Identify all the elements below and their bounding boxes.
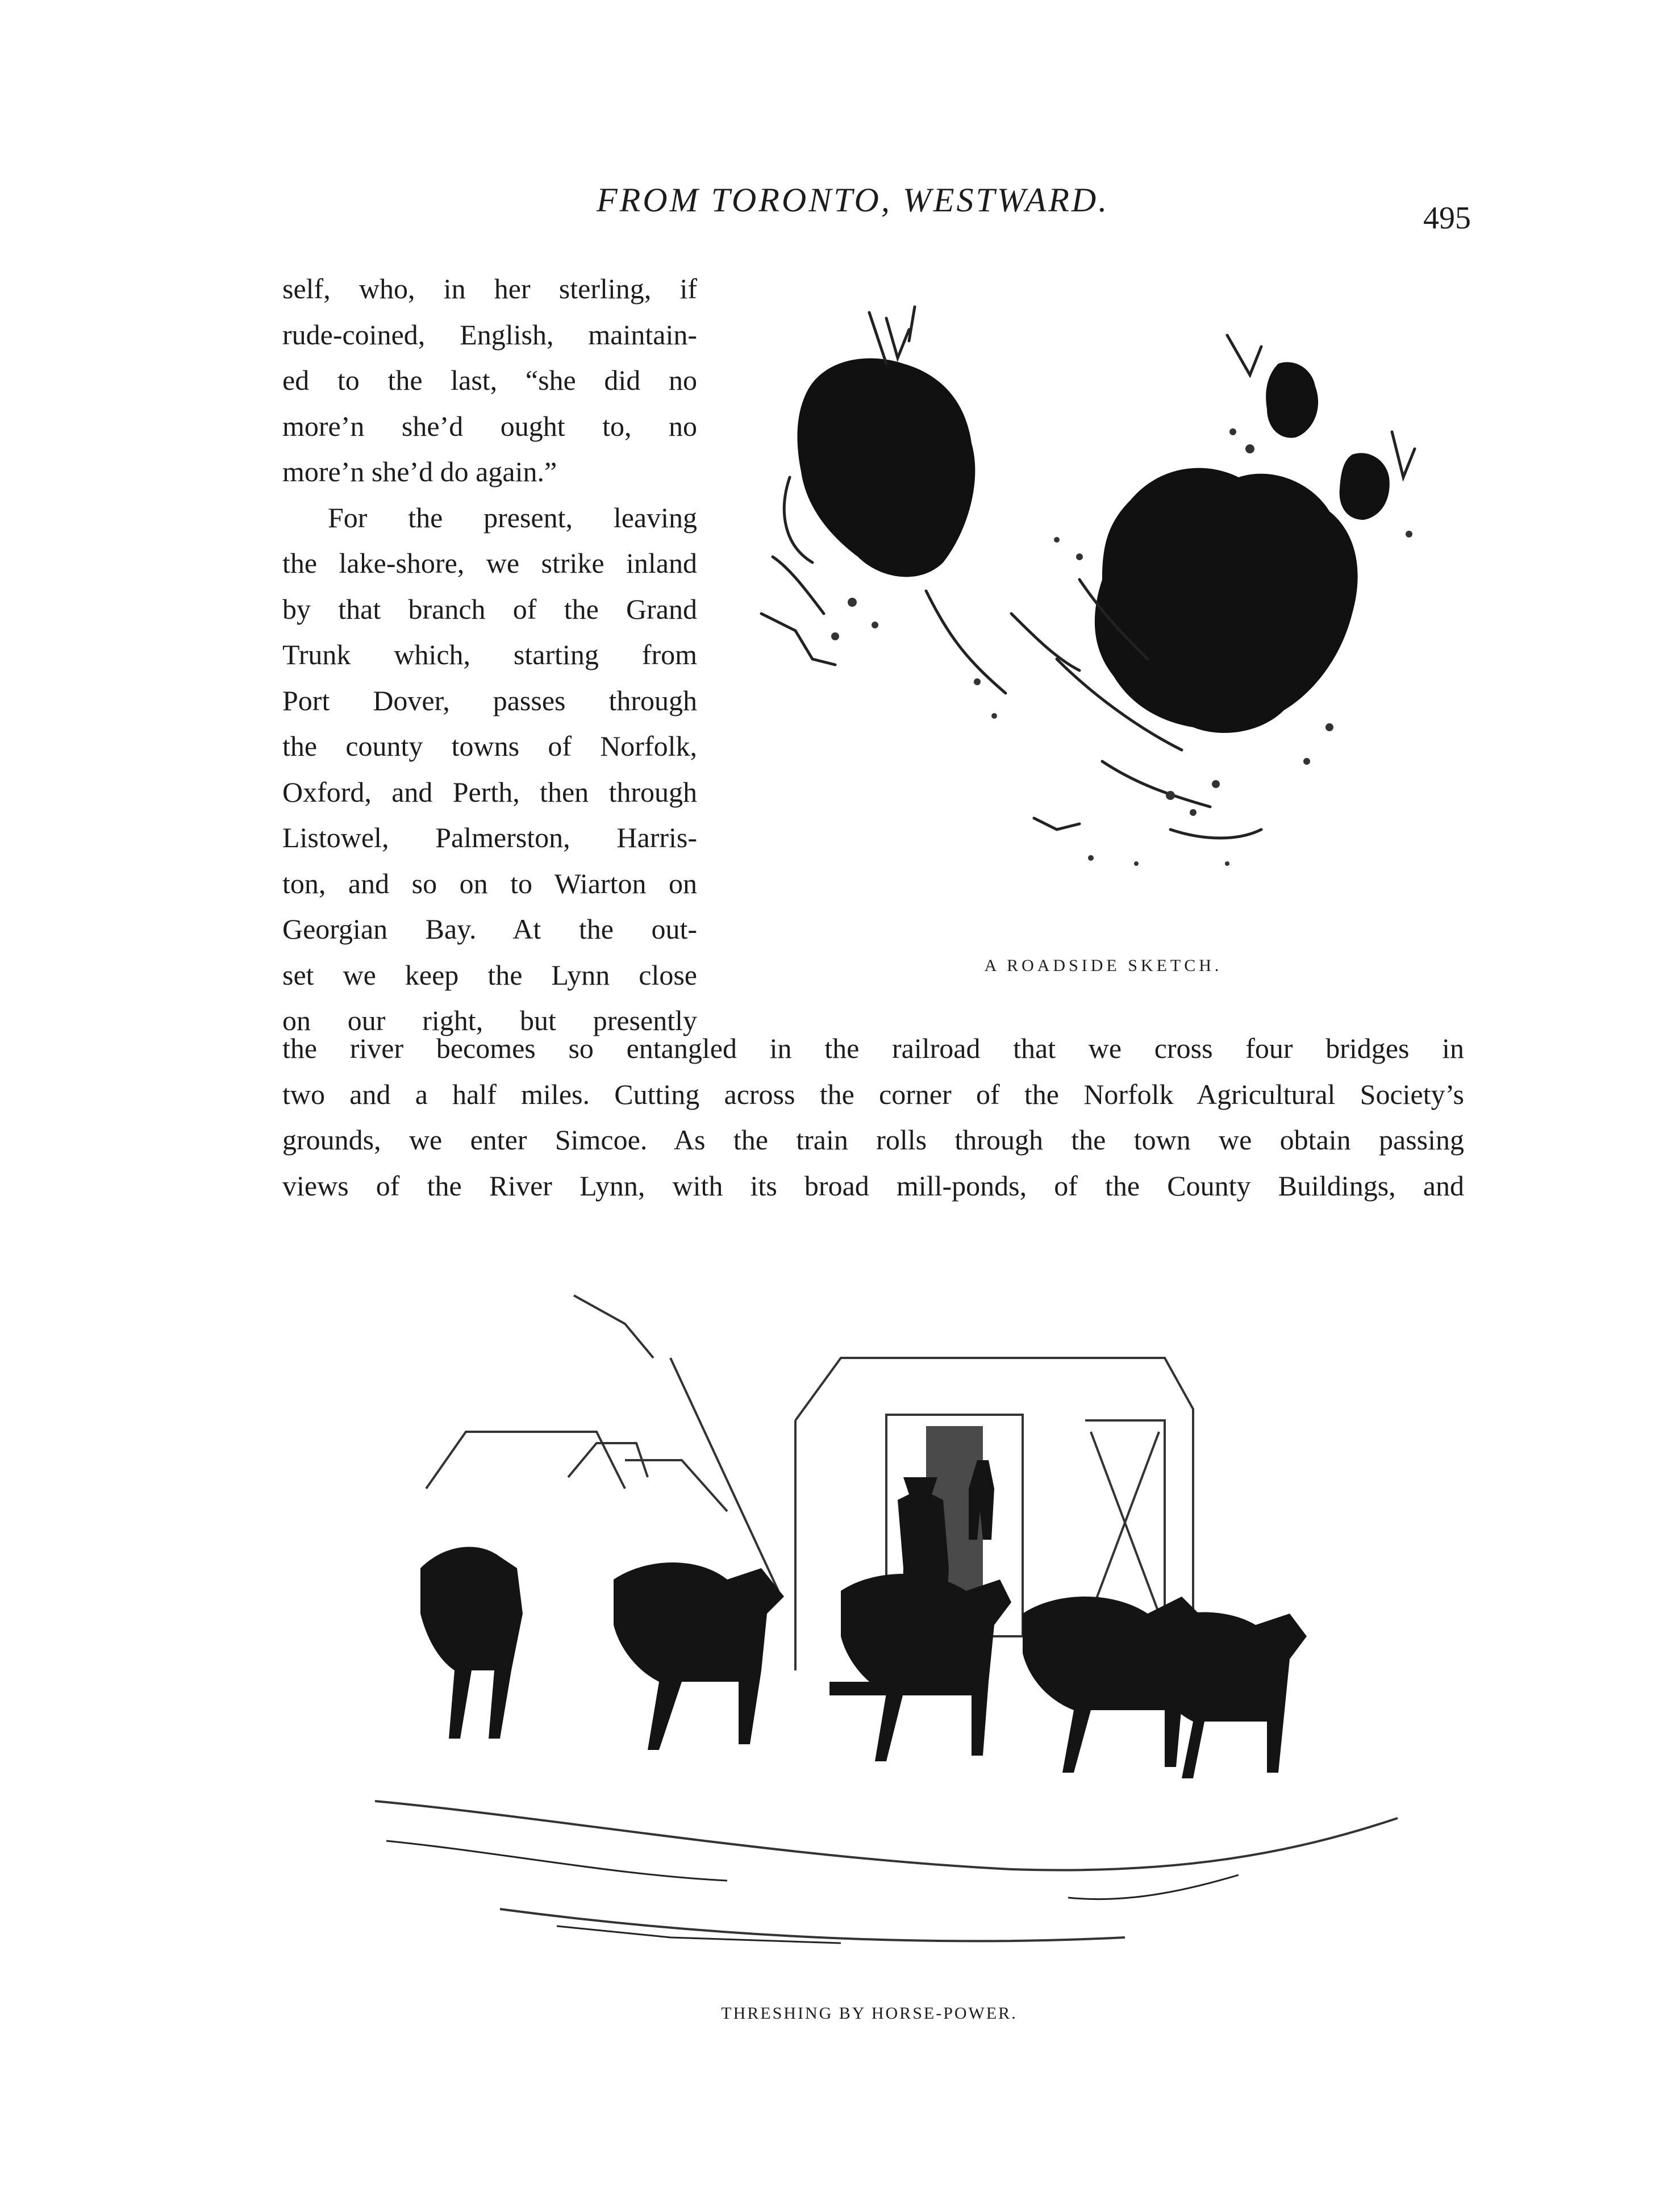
text-line: views of the River Lynn, with its broad mill-ponds, of the County Buildings, and <box>282 1169 1464 1202</box>
text-line: more’n she’d do again.” <box>282 456 557 487</box>
text-line: more’n she’d ought to, no <box>282 410 697 442</box>
text-line: two and a half miles. Cutting across the corner of the Norfolk Agricultural Society’s <box>282 1078 1464 1110</box>
text-line: the river becomes so entangled in the railroad that we cross four bridges in <box>282 1032 1464 1064</box>
sketch-caption: A ROADSIDE SKETCH. <box>984 956 1223 975</box>
full-width-text <box>282 1026 1464 1208</box>
roadside-sketch-illustration <box>739 295 1466 960</box>
threshing-illustration <box>330 1273 1443 1977</box>
text-line: Oxford, and Perth, then through <box>282 776 697 808</box>
text-line: the lake-shore, we strike inland <box>282 547 697 579</box>
narrow-column-text <box>282 266 697 1044</box>
text-line: For the present, leaving <box>328 501 697 534</box>
text-line: self, who, in her sterling, if <box>282 273 697 305</box>
page-number: 495 <box>1423 201 1471 236</box>
text-line: rude-coined, English, maintain- <box>282 318 697 351</box>
text-line: grounds, we enter Simcoe. As the train rolls through the town we obtain passing <box>282 1124 1464 1156</box>
running-head: FROM TORONTO, WESTWARD. <box>597 181 1110 219</box>
text-line: Port Dover, passes through <box>282 684 697 716</box>
text-line: on our right, but presently <box>282 1005 697 1036</box>
text-line: Georgian Bay. At the out- <box>282 913 697 945</box>
text-line: Trunk which, starting from <box>282 639 697 670</box>
text-line: by that branch of the Grand <box>282 593 697 625</box>
text-line: ed to the last, “she did no <box>282 364 697 396</box>
text-line: Listowel, Palmerston, Harris- <box>282 822 697 853</box>
text-line: the county towns of Norfolk, <box>282 730 697 762</box>
text-line: ton, and so on to Wiarton on <box>282 867 697 899</box>
threshing-caption: THRESHING BY HORSE-POWER. <box>721 2004 1018 2023</box>
text-line: set we keep the Lynn close <box>282 958 697 991</box>
